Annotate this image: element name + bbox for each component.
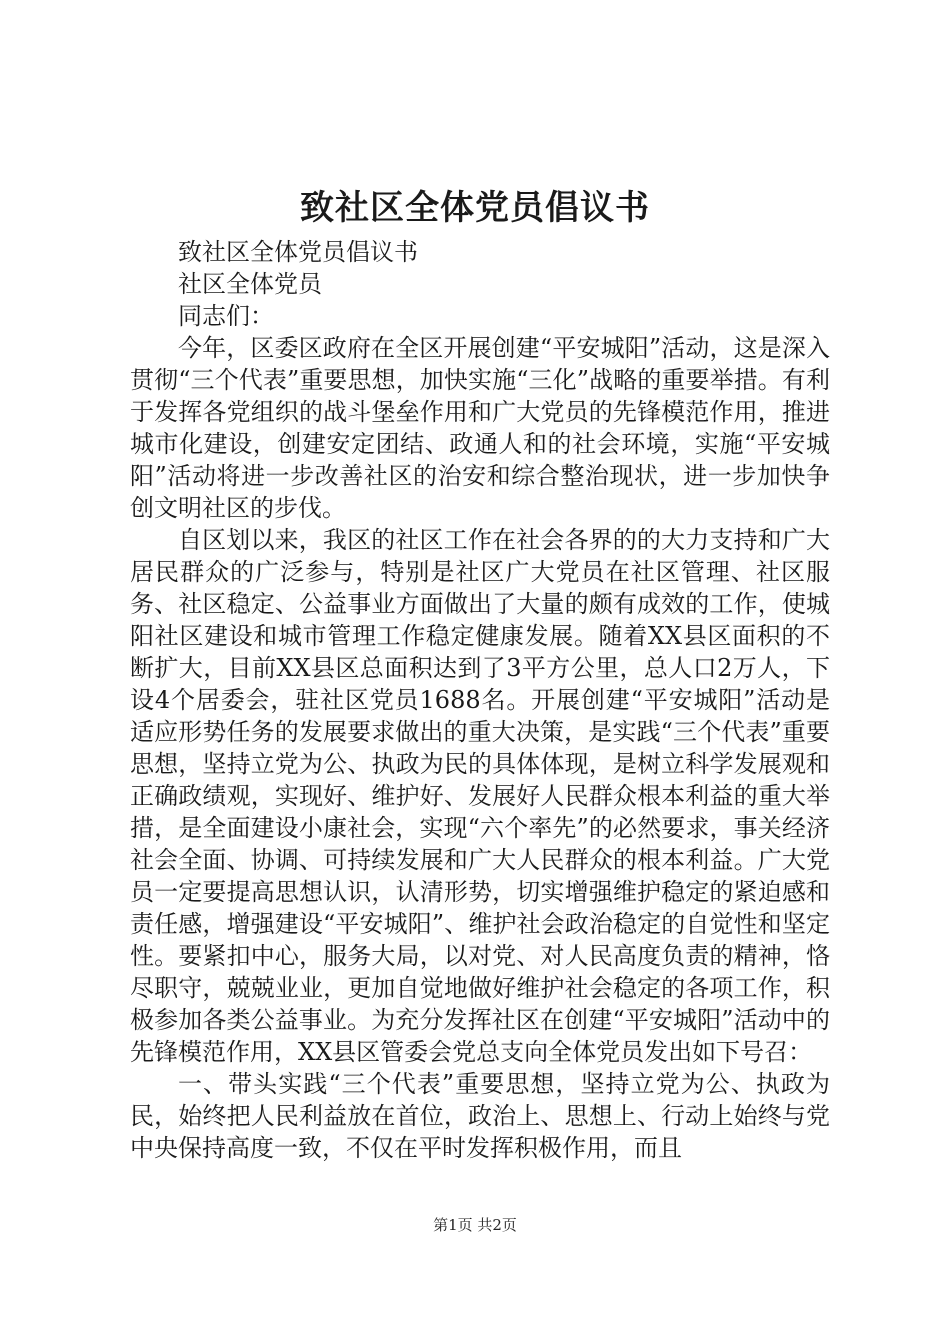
page-footer: 第1页 共2页	[433, 1216, 517, 1234]
paragraph-call-one: 一、带头实践“三个代表”重要思想，坚持立党为公、执政为民，始终把人民利益放在首位，政治上、思想上、行动上始终与党中央保持高度一致，不仅在平时发挥积极作用，而且	[130, 1070, 830, 1162]
salutation-line: 同志们：	[178, 302, 274, 330]
document-body	[130, 236, 830, 1164]
paragraph-intro: 今年，区委区政府在全区开展创建“平安城阳”活动，这是深入贯彻“三个代表”重要思想，加快实施“三化”战略的重要举措。有利于发挥各党组织的战斗堡垒作用和广大党员的先锋模范作用，推进城市化建设，创建安定团结、政通人和的社会环境，实施“平安城阳”活动将进一步改善社区的治安和综合整治现状，进一步加快争创文明社区的步伐。	[130, 334, 830, 522]
addressee-line: 社区全体党员	[178, 270, 322, 298]
paragraph-background: 自区划以来，我区的社区工作在社会各界的的大力支持和广大居民群众的广泛参与，特别是社区广大党员在社区管理、社区服务、社区稳定、公益事业方面做出了大量的颇有成效的工作，使城阳社区建设和城市管理工作稳定健康发展。随着XX县区面积的不断扩大，目前XX县区总面积达到了3平方公里，总人口2万人，下设4个居委会，驻社区党员1688名。开展创建“平安城阳”活动是适应形势任务的发展要求做出的重大决策，是实践“三个代表”重要思想，坚持立党为公、执政为民的具体体现，是树立科学发展观和正确政绩观，实现好、维护好、发展好人民群众根本利益的重大举措，是全面建设小康社会，实现“六个率先”的必然要求，事关经济社会全面、协调、可持续发展和广大人民群众的根本利益。广大党员一定要提高思想认识，认清形势，切实增强维护稳定的紧迫感和责任感，增强建设“平安城阳”、维护社会政治稳定的自觉性和坚定性。要紧扣中心，服务大局，以对党、对人民高度负责的精神，恪尽职守，兢兢业业，更加自觉地做好维护社会稳定的各项工作，积极参加各类公益事业。为充分发挥社区在创建“平安城阳”活动中的先锋模范作用，XX县区管委会党总支向全体党员发出如下号召：	[130, 526, 830, 1066]
document-title: 致社区全体党员倡议书	[300, 188, 650, 228]
subtitle-line: 致社区全体党员倡议书	[178, 238, 418, 266]
